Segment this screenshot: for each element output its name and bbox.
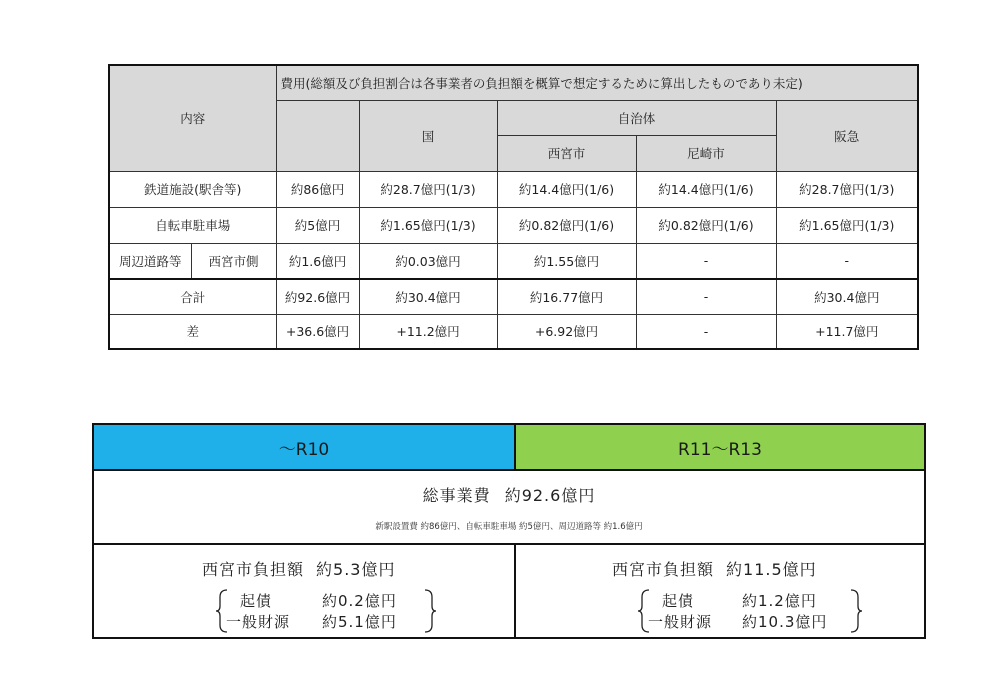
- row-label: 鉄道施設(駅舎等): [109, 171, 276, 207]
- header-nishinomiya: 西宮市: [497, 135, 636, 171]
- burden-r11-r13: [516, 545, 924, 639]
- burden-value: 約11.5億円: [726, 560, 817, 579]
- cell-amagasaki: -: [636, 279, 776, 314]
- table-row: [109, 243, 918, 279]
- cell-total: 約86億円: [276, 171, 359, 207]
- general-fund-label: 一般財源: [648, 613, 713, 631]
- period-header-r10: ～R10: [94, 425, 516, 469]
- cell-hankyu: 約1.65億円(1/3): [776, 207, 918, 243]
- burden-r10: [94, 545, 516, 639]
- table-row: [109, 171, 918, 207]
- cell-nishinomiya: 約14.4億円(1/6): [497, 171, 636, 207]
- schedule-header: [94, 425, 924, 471]
- bond-label: 起債: [240, 592, 273, 610]
- cost-breakdown-note: 新駅設置費 約86億円、自転車駐車場 約5億円、周辺道路等 約1.6億円: [375, 522, 643, 532]
- table-row-total: [109, 279, 918, 314]
- table-row-difference: [109, 314, 918, 349]
- funding-breakdown: [638, 589, 863, 631]
- cell-country: +11.2億円: [359, 314, 497, 349]
- schedule-box: [92, 423, 926, 639]
- cell-nishinomiya: +6.92億円: [497, 314, 636, 349]
- cell-amagasaki: -: [636, 314, 776, 349]
- right-brace-icon: [424, 589, 436, 633]
- header-municipality: 自治体: [497, 100, 776, 135]
- cell-nishinomiya: 約0.82億円(1/6): [497, 207, 636, 243]
- cell-hankyu: +11.7億円: [776, 314, 918, 349]
- header-content: 内容: [109, 65, 276, 171]
- bond-label: 起債: [662, 592, 695, 610]
- funding-breakdown: [216, 589, 436, 631]
- burden-label: 西宮市負担額: [202, 560, 305, 579]
- cell-total: 約92.6億円: [276, 279, 359, 314]
- cell-nishinomiya: 約16.77億円: [497, 279, 636, 314]
- row-label: 合計: [109, 279, 276, 314]
- burden-value: 約5.3億円: [316, 560, 396, 579]
- cell-hankyu: 約28.7億円(1/3): [776, 171, 918, 207]
- general-fund-label: 一般財源: [226, 613, 291, 631]
- cell-country: 約28.7億円(1/3): [359, 171, 497, 207]
- cell-total: +36.6億円: [276, 314, 359, 349]
- general-fund-value: 約10.3億円: [742, 613, 828, 631]
- cost-allocation-table: [108, 64, 919, 350]
- period-header-r11-r13: R11～R13: [516, 425, 924, 469]
- total-cost-value: 約92.6億円: [504, 486, 596, 505]
- total-cost-label: 総事業費: [422, 486, 491, 505]
- header-amagasaki: 尼崎市: [636, 135, 776, 171]
- cell-amagasaki: 約0.82億円(1/6): [636, 207, 776, 243]
- table-row: [109, 207, 918, 243]
- bond-value: 約0.2億円: [322, 592, 397, 610]
- cell-total: 約5億円: [276, 207, 359, 243]
- header-hankyu: 阪急: [776, 100, 918, 171]
- row-sublabel: 西宮市側: [191, 243, 276, 279]
- total-project-cost: [94, 471, 924, 545]
- cell-country: 約1.65億円(1/3): [359, 207, 497, 243]
- cell-country: 約0.03億円: [359, 243, 497, 279]
- bond-value: 約1.2億円: [742, 592, 817, 610]
- cell-country: 約30.4億円: [359, 279, 497, 314]
- cell-hankyu: -: [776, 243, 918, 279]
- cell-hankyu: 約30.4億円: [776, 279, 918, 314]
- row-label: 自転車駐車場: [109, 207, 276, 243]
- header-country: 国: [359, 100, 497, 171]
- cell-total: 約1.6億円: [276, 243, 359, 279]
- cell-nishinomiya: 約1.55億円: [497, 243, 636, 279]
- general-fund-value: 約5.1億円: [322, 613, 397, 631]
- right-brace-icon: [850, 589, 862, 633]
- burden-label: 西宮市負担額: [612, 560, 715, 579]
- header-total-blank: [276, 100, 359, 171]
- header-cost: 費用(総額及び負担割合は各事業者の負担額を概算で想定するために算出したものであり未定): [276, 65, 918, 100]
- cell-amagasaki: 約14.4億円(1/6): [636, 171, 776, 207]
- cell-amagasaki: -: [636, 243, 776, 279]
- row-label: 周辺道路等: [109, 243, 191, 279]
- row-label: 差: [109, 314, 276, 349]
